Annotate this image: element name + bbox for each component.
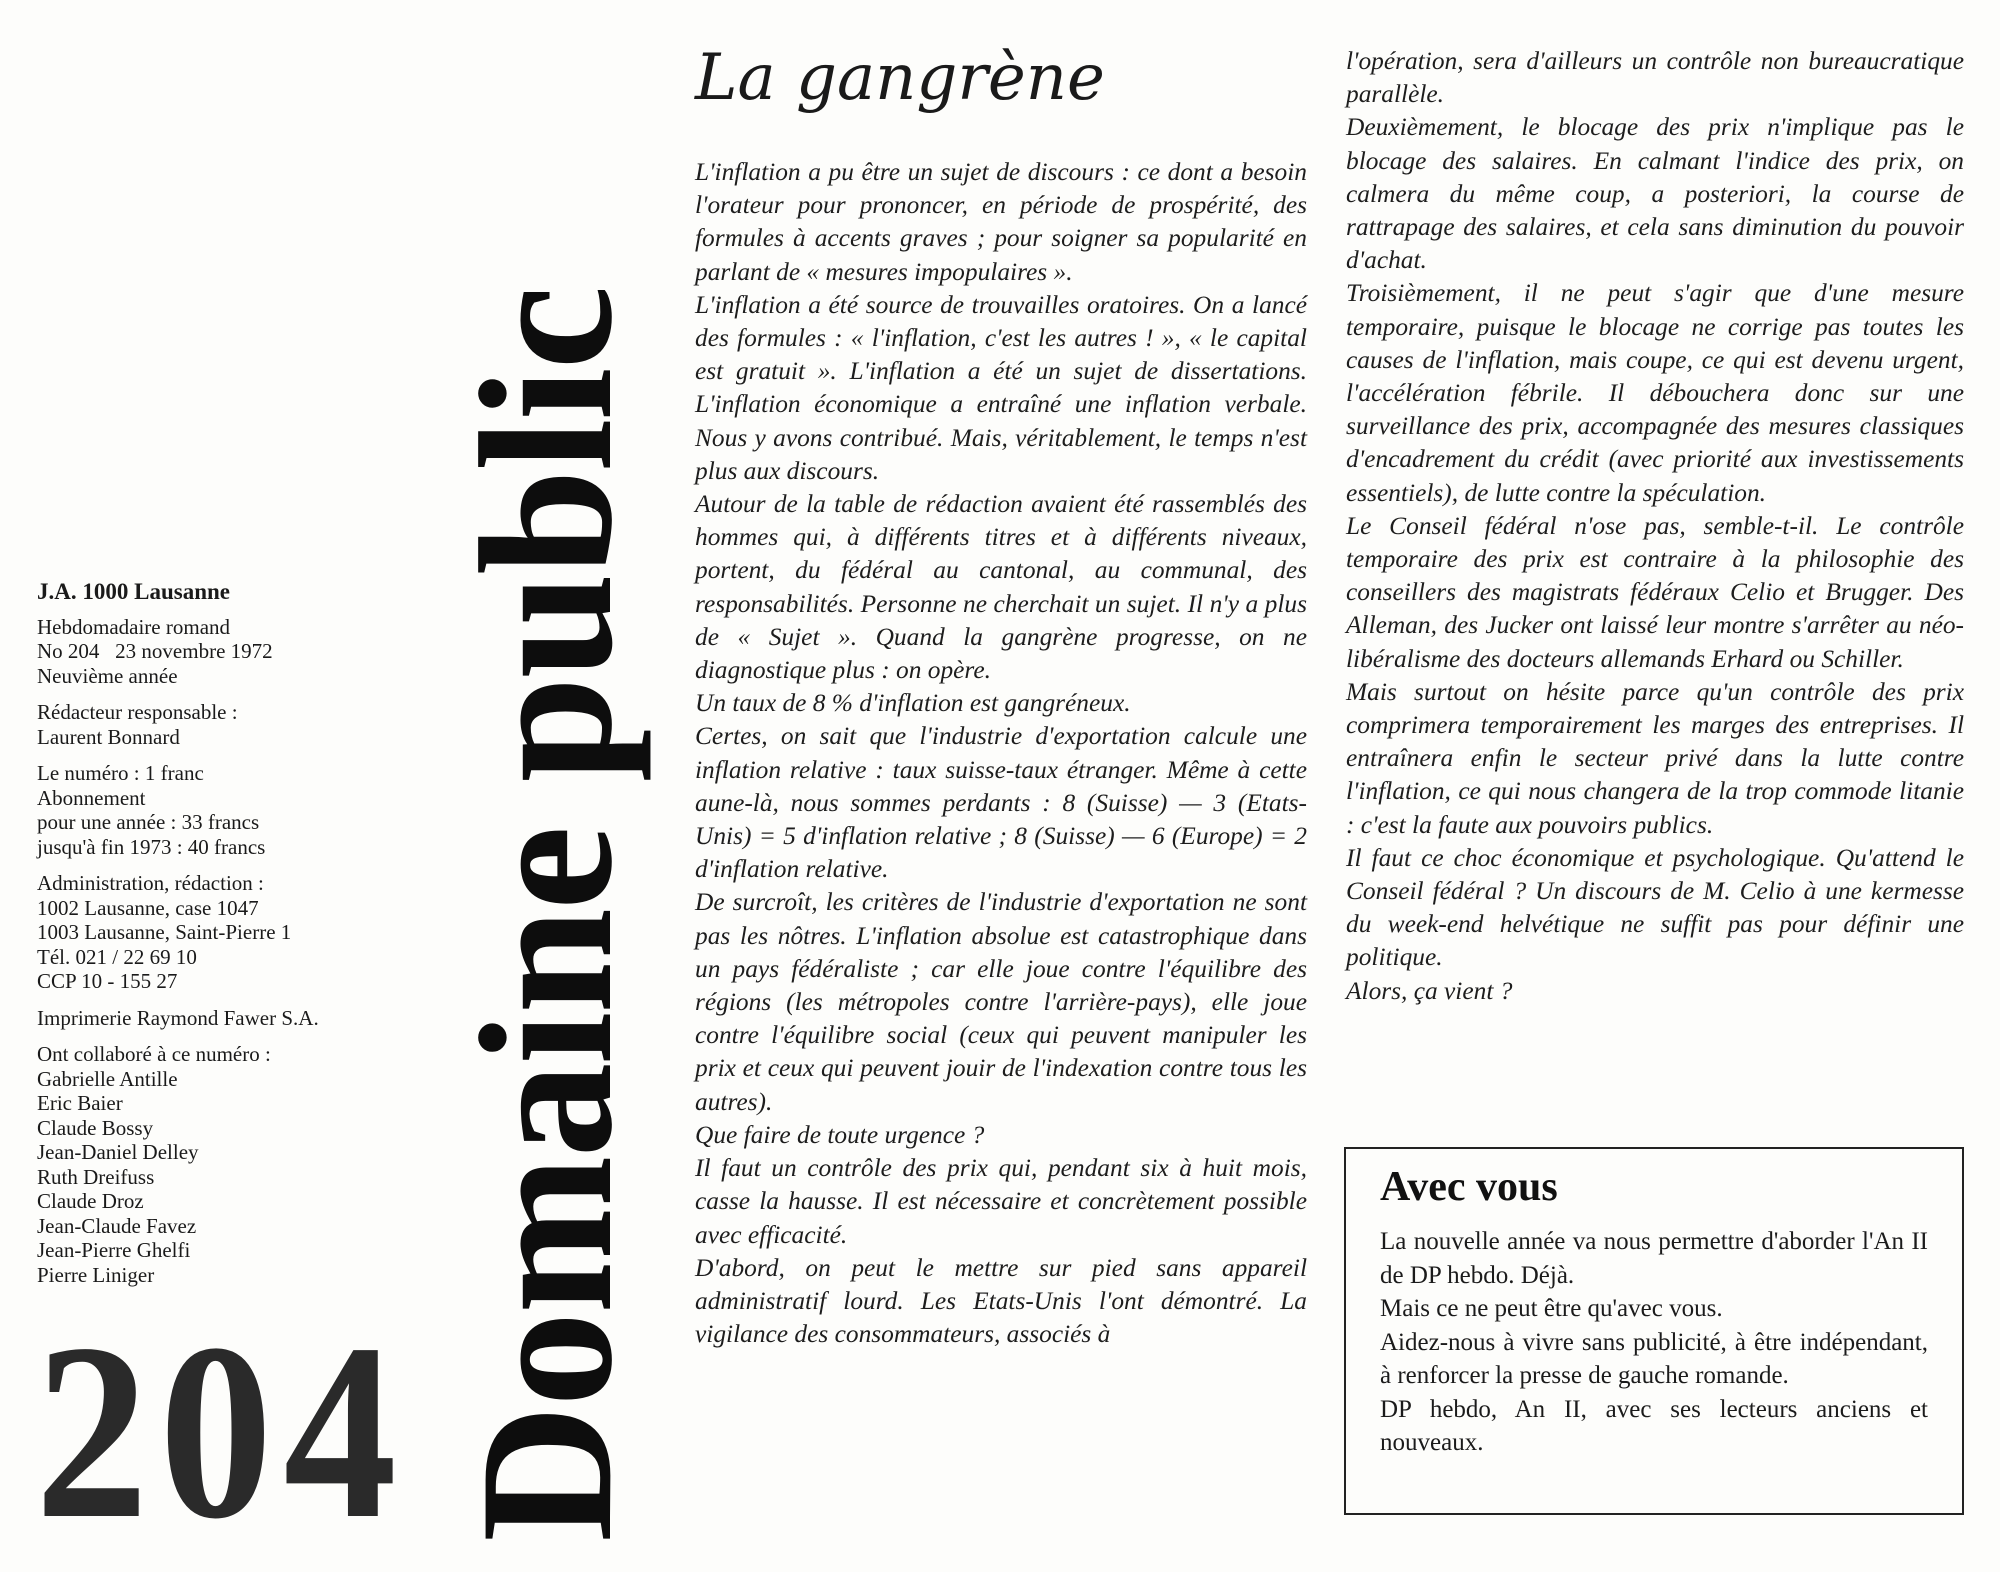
subscription-label: Abonnement — [37, 785, 146, 810]
article-paragraph: Troisièmement, il ne peut s'agir que d'une mesure temporaire, puisque le blocage ne corrige pas toutes les causes de l'inflation, mais coupe, ce qui est devenu urgent, l'accélération fébrile. Il débouchera donc sur une surveillance des prix, accompagnée des mesures classiques d'encadrement du crédit (avec priorité aux investissements essentiels), de lutte contre la spéculation. — [1346, 279, 1964, 507]
article-paragraph: l'opération, sera d'ailleurs un contrôle non bureaucratique parallèle. — [1346, 47, 1964, 109]
printer-block — [37, 1006, 417, 1031]
subscription-year-price: pour une année : 33 francs — [37, 810, 260, 834]
article-paragraph: Deuxièmement, le blocage des prix n'implique pas le blocage des salaires. En calmant l'indice des prix, on calmera du même coup, a posteriori, la course de rattrapage des salaires, et cela sans diminution du pouvoir d'achat. — [1346, 113, 1964, 275]
article-paragraph: Il faut ce choc économique et psychologique. Qu'attend le Conseil fédéral ? Un discours de M. Celio à une kermesse du week-end helvétique ne suffit pas pour définir une politique. — [1346, 843, 1964, 972]
admin-label: Administration, rédaction : — [37, 871, 264, 895]
postal-account: CCP 10 - 155 27 — [37, 969, 178, 993]
article-paragraph: L'inflation a pu être un sujet de discours : ce dont a besoin l'orateur pour prononcer, en période de prospérité, des formules à accents graves ; pour soigner sa popularité en parlant de « mesures impopulaires ». — [695, 158, 1307, 286]
article-paragraph: De surcroît, les critères de l'industrie d'exportation ne sont pas les nôtres. L'inflation absolue est catastrophique dans un pays fédéraliste ; car elle joue contre l'équilibre des régions (les métropoles contre l'arrière-pays), elle joue contre l'équilibre social (ceux qui peuvent manipuler les prix et ceux qui peuvent jouir de l'indexation contre tous les autres). — [695, 888, 1307, 1116]
contributors-label: Ont collaboré à ce numéro : — [37, 1042, 271, 1066]
article-paragraph: Certes, on sait que l'industrie d'exportation calcule une inflation relative : taux suisse-taux étranger. Même à cette aune-là, nous sommes perdants : 8 (Suisse) — 3 (Etats-Unis) = 5 d'inflation relative ; 8 (Suisse) — 6 (Europe) = 2 d'inflation relative. — [695, 722, 1307, 884]
box-title: Avec vous — [1380, 1164, 1558, 1210]
phone-number: Tél. 021 / 22 69 10 — [37, 944, 197, 969]
editor-block — [37, 700, 417, 749]
postal-code-line: J.A. 1000 Lausanne — [37, 579, 230, 604]
issue-line — [37, 639, 417, 664]
frequency: Hebdomadaire romand — [37, 614, 231, 639]
publication-details — [37, 615, 417, 689]
address-line-2: 1003 Lausanne, Saint-Pierre 1 — [37, 920, 292, 944]
single-issue-price: Le numéro : 1 franc — [37, 761, 204, 785]
issue-no: No 204 — [37, 639, 100, 663]
article-paragraph: Que faire de toute urgence ? — [695, 1120, 985, 1149]
contributor-name: Claude Bossy — [37, 1115, 154, 1140]
publication-info — [37, 580, 417, 1287]
article-paragraph: Un taux de 8 % d'inflation est gangréneux. — [695, 689, 1131, 718]
contributor-name: Ruth Dreifuss — [37, 1164, 155, 1189]
contributor-name: Gabrielle Antille — [37, 1066, 178, 1091]
pricing-block — [37, 761, 417, 859]
contributor-name: Eric Baier — [37, 1091, 123, 1115]
issue-number: 204 — [35, 1291, 408, 1571]
contributor-name: Jean-Claude Favez — [37, 1213, 197, 1238]
address-line-1: 1002 Lausanne, case 1047 — [37, 895, 259, 920]
contributors-block — [37, 1042, 417, 1287]
address-block — [37, 871, 417, 994]
article-paragraph: Autour de la table de rédaction avaient été rassemblés des hommes qui, à différents titres et à différents niveaux, portent, du fédéral au cantonal, au communal, des responsabilités. Personne ne cherchait un sujet. Il n'y a plus de « Sujet ». Quand la gangrène progresse, on ne diagnostique plus : on opère. — [695, 490, 1307, 685]
box-paragraph: DP hebdo, An II, avec ses lecteurs anciens et nouveaux. — [1380, 1395, 1928, 1456]
editor-label: Rédacteur responsable : — [37, 700, 238, 724]
article-paragraph: L'inflation a été source de trouvailles oratoires. On a lancé des formules : « l'inflation, c'est les autres ! », « le capital est gratuit ». L'inflation a été un sujet de dissertations. L'inflation économique a entraîné une inflation verbale. Nous y avons contribué. Mais, véritablement, le temps n'est plus aux discours. — [695, 290, 1307, 485]
article-paragraph: Le Conseil fédéral n'ose pas, semble-t-il. Le contrôle temporaire des prix est contraire à la philosophie des conseillers des magistrats fédéraux Celio et Brugger. Des Alleman, des Jucker ont laissé leur montre s'arrêter au néo-libéralisme des docteurs allemands Erhard ou Schiller. — [1346, 511, 1964, 673]
masthead-title: Domaine public — [442, 287, 652, 1542]
contributor-name: Claude Droz — [37, 1189, 144, 1213]
contributor-name: Jean-Daniel Delley — [37, 1140, 199, 1164]
avec-vous-box — [1344, 1147, 1964, 1515]
article-paragraph: Il faut un contrôle des prix qui, pendant six à huit mois, casse la hausse. Il est nécessaire et concrètement possible avec efficacité. — [695, 1154, 1307, 1249]
box-paragraph: La nouvelle année va nous permettre d'aborder l'An II de DP hebdo. Déjà. — [1380, 1228, 1928, 1289]
article-paragraph: D'abord, on peut le mettre sur pied sans appareil administratif lourd. Les Etats-Unis l'ont démontré. La vigilance des consommateurs, associés à — [695, 1253, 1307, 1349]
article-column-middle — [695, 156, 1307, 1351]
article-paragraph: Mais surtout on hésite parce qu'un contrôle des prix comprimera temporairement les marges des entreprises. Il entraînera enfin le secteur privé dans la lutte contre l'inflation, ce qui nous changera de la trop commode litanie : c'est la faute aux pouvoirs publics. — [1346, 677, 1964, 839]
box-paragraph: Aidez-nous à vivre sans publicité, à être indépendant, à renforcer la presse de gauche romande. — [1380, 1328, 1928, 1389]
printer-name: Imprimerie Raymond Fawer S.A. — [37, 1005, 319, 1030]
box-paragraph: Mais ce ne peut être qu'avec vous. — [1380, 1295, 1723, 1322]
editor-name: Laurent Bonnard — [37, 724, 180, 749]
publication-year: Neuvième année — [37, 663, 178, 688]
article-title: La gangrène — [695, 41, 1105, 115]
issue-date: 23 novembre 1972 — [115, 639, 273, 663]
article-column-right — [1346, 45, 1964, 1008]
subscription-1973-price: jusqu'à fin 1973 : 40 francs — [37, 834, 266, 859]
contributor-name: Pierre Liniger — [37, 1262, 155, 1287]
article-paragraph: Alors, ça vient ? — [1346, 976, 1513, 1005]
contributor-name: Jean-Pierre Ghelfi — [37, 1238, 191, 1262]
